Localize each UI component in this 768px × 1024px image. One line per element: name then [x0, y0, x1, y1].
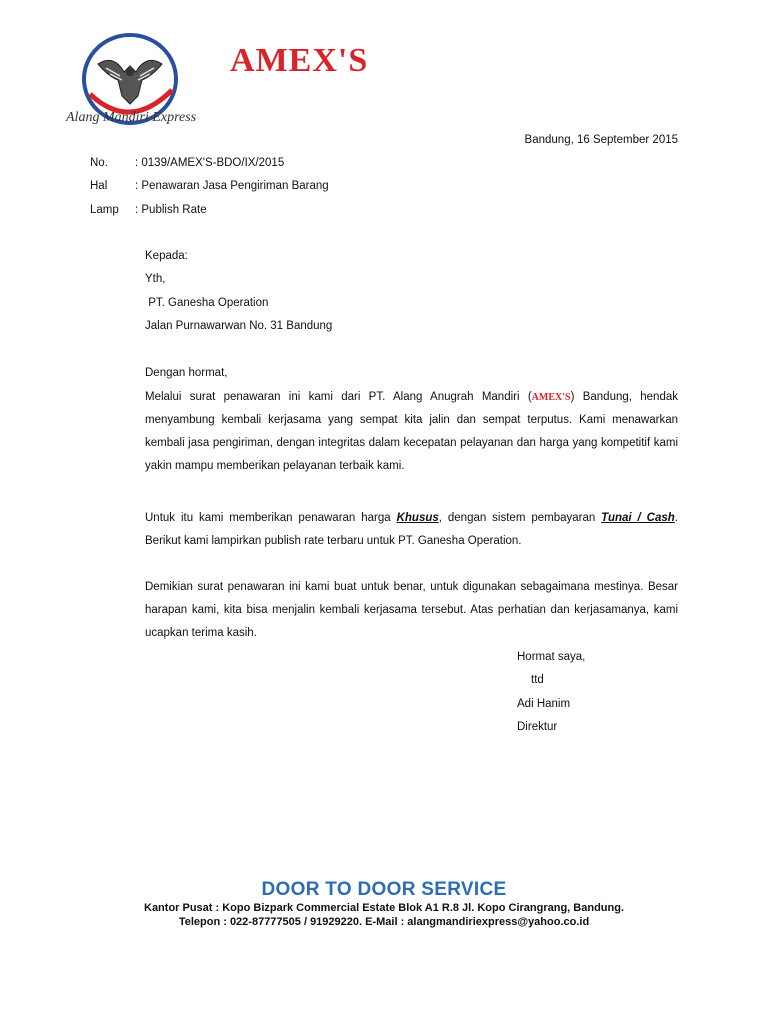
closing-hormat: Hormat saya, [517, 651, 586, 663]
paragraph-1: Melalui surat penawaran ini kami dari PT. Alang Anugrah Mandiri (AMEX'S) Bandung, hendak menyambung kembali kerjasama yang sempat kita jalin dan sempat terputus. Kami menawarkan kembali jasa pengiriman, dengan integritas dalam kecepatan pelayanan dan harga yang kompetitif kami yakin mampu memberikan pelayanan terbaik kami. [145, 391, 678, 472]
khusus-emphasis: Khusus [396, 512, 439, 524]
signer-title: Direktur [517, 721, 558, 733]
paragraph-2: Untuk itu kami memberikan penawaran harga Khusus, dengan sistem pembayaran Tunai / Cash. Berikut kami lampirkan publish rate terbaru untuk PT. Ganesha Operation. [145, 512, 678, 547]
recipient-address: Jalan Purnawarwan No. 31 Bandung [145, 320, 333, 332]
greeting: Dengan hormat, [145, 367, 228, 379]
closing-ttd: ttd [531, 674, 544, 686]
footer-office: Kantor Pusat : Kopo Bizpark Commercial Estate Blok A1 R.8 Jl. Kopo Cirangrang, Bandung. [144, 902, 624, 914]
meta-label-hal: Hal [90, 180, 108, 192]
meta-label-no: No. [90, 157, 108, 169]
meta-value-no: : 0139/AMEX'S-BDO/IX/2015 [135, 157, 285, 169]
place-date: Bandung, 16 September 2015 [524, 134, 678, 146]
meta-value-lamp: : Publish Rate [135, 204, 207, 216]
tunai-emphasis: Tunai / Cash [601, 512, 675, 524]
inline-brand: AMEX'S [531, 392, 571, 403]
recipient-name: PT. Ganesha Operation [145, 297, 269, 309]
recipient-yth: Yth, [145, 273, 166, 285]
footer-contact: Telepon : 022-87777505 / 91929220. E-Mail : alangmandiriexpress@yahoo.co.id [178, 916, 590, 928]
meta-label-lamp: Lamp [90, 204, 119, 216]
footer-service: DOOR TO DOOR SERVICE [261, 879, 507, 900]
recipient-kepada: Kepada: [145, 250, 188, 262]
meta-value-hal: : Penawaran Jasa Pengiriman Barang [135, 180, 329, 192]
brand-tagline: Alang Mandiri Express [66, 110, 197, 125]
signer-name: Adi Hanim [517, 698, 571, 710]
paragraph-3: Demikian surat penawaran ini kami buat untuk benar, untuk digunakan sebagaimana mestinya. Besar harapan kami, kita bisa menjalin kembali kerjasama tersebut. Atas perhatian dan kerjasamanya, kami ucapkan terima kasih. [145, 581, 678, 639]
brand-title: AMEX'S [230, 42, 369, 79]
